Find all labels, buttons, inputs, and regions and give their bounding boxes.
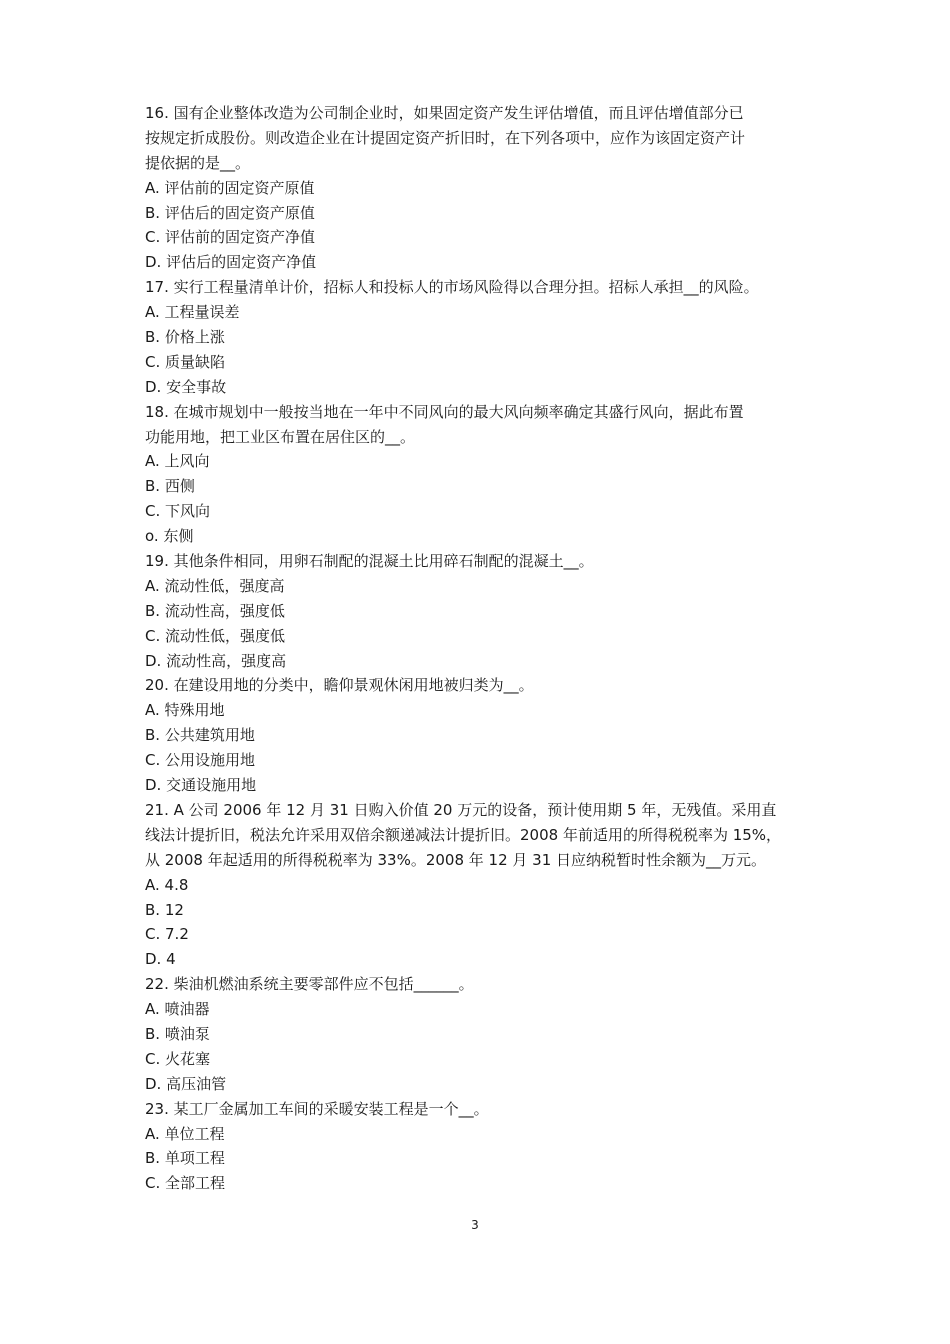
text-line: B. 公共建筑用地 [145,726,255,745]
text-line: 17. 实行工程量清单计价，招标人和投标人的市场风险得以合理分担。招标人承担__的风险。 [145,278,759,297]
text-line: B. 评估后的固定资产原值 [145,203,315,222]
text-line: C. 评估前的固定资产净值 [145,228,316,247]
text-line: B. 流动性高，强度低 [145,601,285,620]
text-line: 从 2008 年起适用的所得税税率为 33%。2008 年 12 月 31 日应纳税暂时性余额为__万元。 [145,850,767,869]
text-line: 21. A 公司 2006 年 12 月 31 日购入价值 20 万元的设备，预计使用期 5 年，无残值。采用直 [145,800,777,819]
text-line: A. 工程量误差 [145,303,240,322]
text-line: B. 12 [145,900,184,919]
text-line: o. 东侧 [145,527,194,546]
text-line: C. 公用设施用地 [145,751,256,770]
text-line: C. 火花塞 [145,1049,211,1068]
text-line: 18. 在城市规划中一般按当地在一年中不同风向的最大风向频率确定其盛行风向，据此布置 [145,402,744,421]
text-line: 23. 某工厂金属加工车间的采暖安装工程是一个__。 [145,1099,489,1118]
text-line: C. 流动性低，强度低 [145,626,286,645]
text-line: C. 全部工程 [145,1174,226,1193]
text-line: D. 交通设施用地 [145,776,257,795]
text-line: B. 喷油泵 [145,1024,210,1043]
text-line: A. 4.8 [145,875,189,894]
text-line: A. 上风向 [145,452,210,471]
text-line: A. 特殊用地 [145,701,225,720]
text-line: 20. 在建设用地的分类中，瞻仰景观休闲用地被归类为__。 [145,676,534,695]
text-line: 提依据的是__。 [145,153,251,172]
text-line: D. 安全事故 [145,377,227,396]
text-line: B. 价格上涨 [145,328,225,347]
text-line: A. 喷油器 [145,1000,210,1019]
text-line: D. 流动性高，强度高 [145,651,287,670]
page-number: 3 [471,1218,479,1232]
text-line: C. 7.2 [145,925,189,944]
text-line: A. 流动性低，强度高 [145,576,285,595]
text-line: 19. 其他条件相同，用卵石制配的混凝土比用碎石制配的混凝土__。 [145,552,594,571]
text-line: A. 评估前的固定资产原值 [145,178,315,197]
text-line: C. 下风向 [145,502,211,521]
document-body [145,101,815,1196]
text-line: 功能用地，把工业区布置在居住区的__。 [145,427,416,446]
text-line: 22. 柴油机燃油系统主要零部件应不包括______。 [145,975,474,994]
text-line: A. 单位工程 [145,1124,225,1143]
text-line: 线法计提折旧，税法允许采用双倍余额递减法计提折旧。2008 年前适用的所得税税率为 15%， [145,825,782,844]
text-line: 按规定折成股份。则改造企业在计提固定资产折旧时，在下列各项中，应作为该固定资产计 [145,128,746,147]
text-line: 16. 国有企业整体改造为公司制企业时，如果固定资产发生评估增值，而且评估增值部分已 [145,104,744,122]
text-line: D. 高压油管 [145,1074,227,1093]
text-line: C. 质量缺陷 [145,352,226,371]
text-line: D. 4 [145,950,176,969]
text-line: D. 评估后的固定资产净值 [145,253,317,272]
text-line: B. 单项工程 [145,1149,225,1168]
text-line: B. 西侧 [145,477,195,496]
